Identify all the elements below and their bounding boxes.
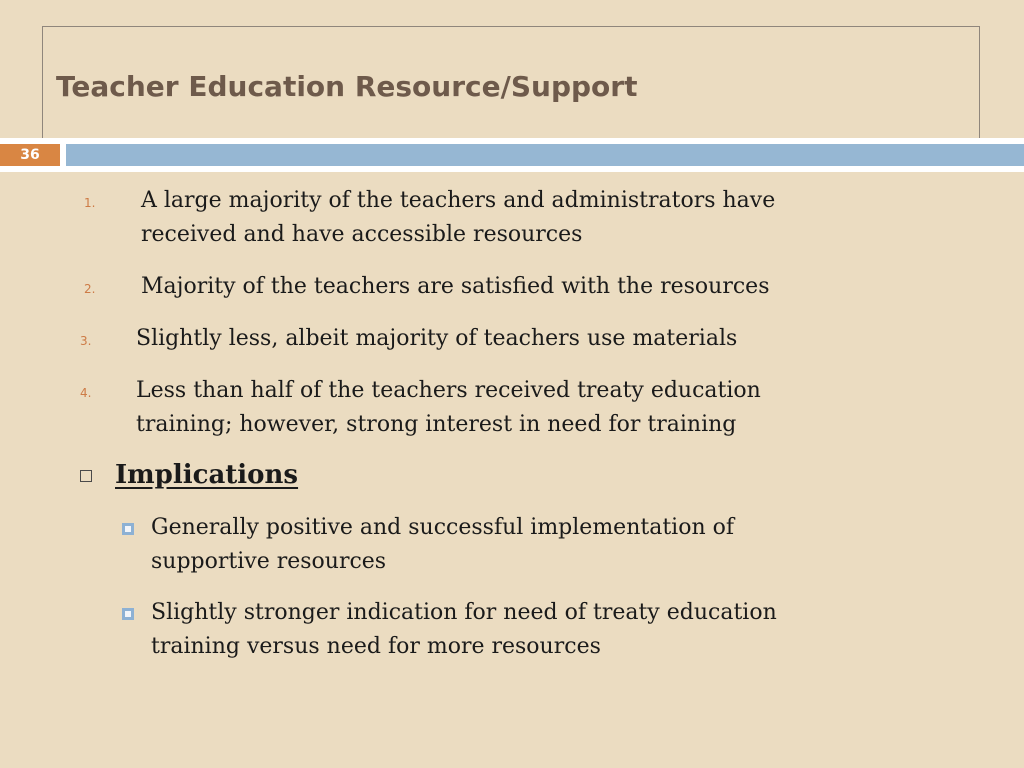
list-number: 2. [84,282,96,296]
list-number: 3. [80,334,92,348]
list-item-text: training; however, strong interest in need for training [136,412,737,437]
implication-text: training versus need for more resources [151,634,601,659]
list-item-text: Slightly less, albeit majority of teachers use materials [136,326,738,351]
square-bullet-icon [80,470,92,482]
list-item-text: Less than half of the teachers received treaty education [136,378,761,403]
list-item-text: received and have accessible resources [141,222,583,247]
list-item-text: A large majority of the teachers and administrators have [141,188,776,213]
list-item-text: Majority of the teachers are satisfied with the resources [141,274,770,299]
slide-number: 36 [0,144,60,166]
implication-text: supportive resources [151,549,387,574]
square-bullet-icon [122,523,134,535]
list-number: 4. [80,386,92,400]
implication-text: Slightly stronger indication for need of treaty education [151,600,777,625]
header-accent-bar [66,144,1024,166]
slide-title: Teacher Education Resource/Support [56,70,638,103]
list-number: 1. [84,196,96,210]
implication-text: Generally positive and successful implementation of [151,515,734,540]
square-bullet-icon [122,608,134,620]
implications-heading: Implications [115,460,299,490]
